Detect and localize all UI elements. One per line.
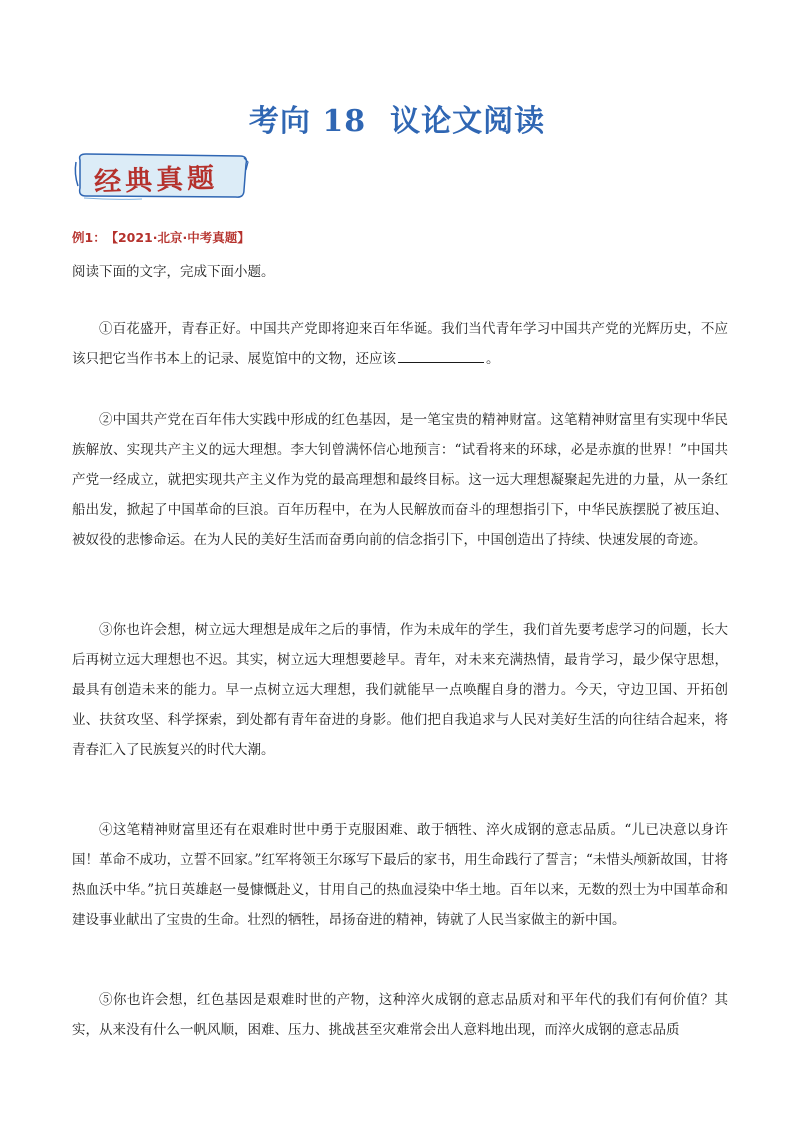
example-header [72,228,250,246]
title-main: 议论文阅读 [390,104,546,139]
section-badge [72,150,250,202]
paragraph-1 [72,314,728,374]
example-label: 例1： [72,230,106,245]
instruction-text: 阅读下面的文字，完成下面小题。 [72,264,275,280]
paragraph-4: ④这笔精神财富里还有在艰难时世中勇于克服困难、敢于牺牲、淬火成钢的意志品质。“儿已决意以身许国！革命不成功，立誓不回家。”红军将领王尔琢写下最后的家书，用生命践行了誓言；“未惜头颅新故国，甘将热血沃中华。”抗日英雄赵一曼慷慨赴义，甘用自己的热血浸染中华土地。百年以来，无数的烈士为中国革命和建设事业献出了宝贵的生命。壮烈的牺牲，昂扬奋进的精神，铸就了人民当家做主的新中国。 [72,822,728,928]
paragraph-5: ⑤你也许会想，红色基因是艰难时世的产物，这种淬火成钢的意志品质对和平年代的我们有何价值？其实，从来没有什么一帆风顺，困难、压力、挑战甚至灾难常会出人意料地出现，而淬火成钢的意志品质 [72,992,728,1038]
page-title [0,96,794,140]
title-prefix: 考向 18 [248,104,367,139]
paragraph-2: ②中国共产党在百年伟大实践中形成的红色基因，是一笔宝贵的精神财富。这笔精神财富里有实现中华民族解放、实现共产主义的远大理想。李大钊曾满怀信心地预言：“试看将来的环球，必是赤旗的世界！”中国共产党一经成立，就把实现共产主义作为党的最高理想和最终目标。这一远大理想凝聚起先进的力量，从一条红船出发，掀起了中国革命的巨浪。百年历程中，在为人民解放而奋斗的理想指引下，中华民族摆脱了被压迫、被奴役的悲惨命运。在为人民的美好生活而奋勇向前的信念指引下，中国创造出了持续、快速发展的奇迹。 [72,412,728,548]
paragraph-1-end: 。 [486,351,500,367]
fill-in-blank[interactable] [398,348,484,363]
badge-text: 经典真题 [93,162,219,199]
example-source: 【2021·北京·中考真题】 [111,230,250,245]
paragraph-3: ③你也许会想，树立远大理想是成年之后的事情，作为未成年的学生，我们首先要考虑学习的问题，长大后再树立远大理想也不迟。其实，树立远大理想要趁早。青年，对未来充满热情，最肯学习，最少保守思想，最具有创造未来的能力。早一点树立远大理想，我们就能早一点唤醒自身的潜力。今天，守边卫国、开拓创业、扶贫攻坚、科学探索，到处都有青年奋进的身影。他们把自我追求与人民对美好生活的向往结合起来，将青春汇入了民族复兴的时代大潮。 [72,622,728,758]
paragraph-1-text: ①百花盛开，青春正好。中国共产党即将迎来百年华诞。我们当代青年学习中国共产党的光辉历史，不应该只把它当作书本上的记录、展览馆中的文物，还应该 [72,321,728,367]
